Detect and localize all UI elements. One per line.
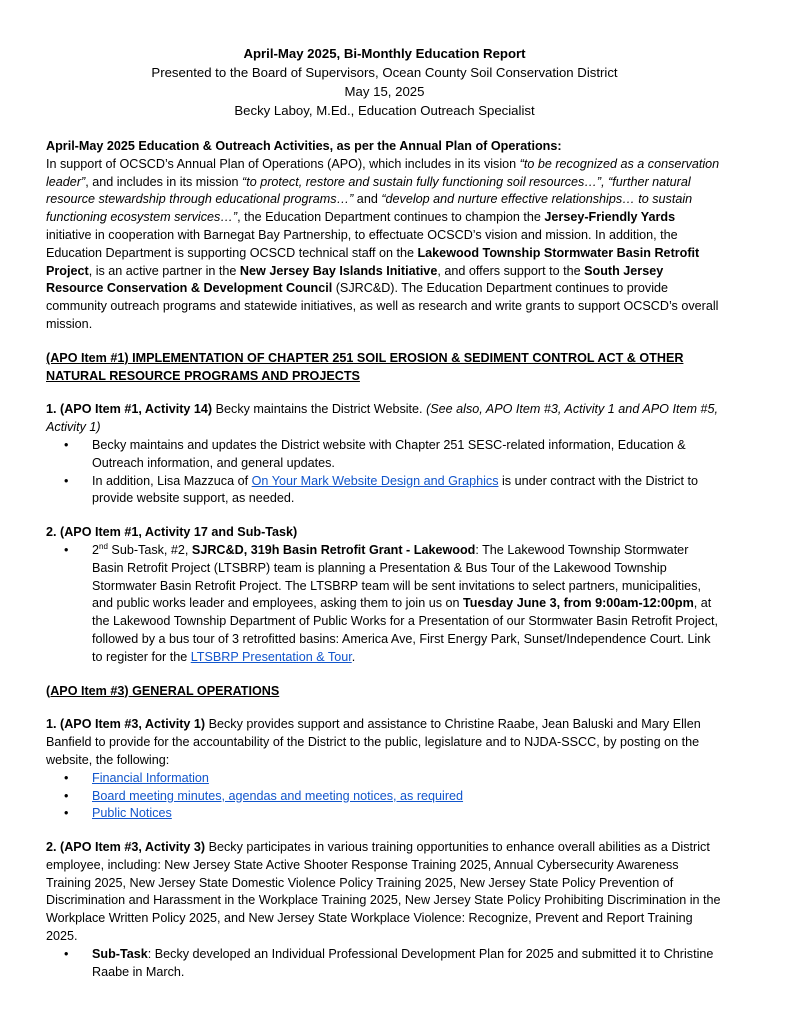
apo3-activity1-list xyxy=(46,770,723,823)
list-item xyxy=(92,788,723,806)
apo1-activity17-list xyxy=(46,542,723,667)
apo3-activity3 xyxy=(46,839,723,981)
list-item: • Sub-Task: Becky developed an Individual Professional Development Plan for 2025 and submitted it to Christine Raabe in March. xyxy=(92,946,723,982)
apo3-activity3-text: 2. (APO Item #3, Activity 3) Becky participates in various training opportunities to enhance overall abilities as a District employee, including: New Jersey State Active Shooter Response Training 2025, Annual Cybersecurity Awareness Training 2025, New Jersey State Domestic Violence Policy Training 2025, New Jersey State Policy Prevention of Discrimination and Harassment in the Workplace Training 2025, New Jersey State Policy Prohibiting Discrimination in the Workplace Written Policy 2025, and New Jersey State Workplace Violence: Recognize, Prevent and Report Training 2025. xyxy=(46,840,721,944)
report-author: Becky Laboy, M.Ed., Education Outreach Specialist xyxy=(234,103,535,118)
report-title: April-May 2025, Bi-Monthly Education Report xyxy=(243,46,526,61)
intro-heading: April-May 2025 Education & Outreach Activities, as per the Annual Plan of Operations: xyxy=(46,139,562,153)
apo1-activity14-text: 1. (APO Item #1, Activity 14) Becky maintains the District Website. (See also, APO Item #3, Activity 1 and APO Item #5, Activity 1) xyxy=(46,402,718,435)
list-item xyxy=(92,770,723,788)
financial-information-link[interactable]: Financial Information xyxy=(92,770,209,785)
on-your-mark-link[interactable]: On Your Mark Website Design and Graphics xyxy=(251,473,499,488)
section-heading-apo-1: (APO Item #1) IMPLEMENTATION OF CHAPTER 251 SOIL EROSION & SEDIMENT CONTROL ACT & OTHER NATURAL RESOURCE PROGRAMS AND PROJECTS xyxy=(46,350,684,383)
section-heading-apo-3: (APO Item #3) GENERAL OPERATIONS xyxy=(46,683,280,698)
list-item: • 2nd Sub-Task, #2, SJRC&D, 319h Basin Retrofit Grant - Lakewood: The Lakewood Township Stormwater Basin Retrofit Project (LTSBRP) team is planning a Presentation & Bus Tour of the Lakewood Township Stormwater Basin Retrofit Project. The LTSBRP team will be sent invitations to select partners, municipalities, and public works leader and employees, asking them to join us on Tuesday June 3, from 9:00am-12:00pm, at the Lakewood Township Department of Public Works for a Presentation of our Stormwater Basin Retrofit Project, followed by a bus tour of 3 retrofitted basins: America Ave, First Energy Park, Sunset/Independence Court. Link to register for the LTSBRP Presentation & Tour. xyxy=(92,542,723,667)
apo1-activity17 xyxy=(46,524,723,666)
apo1-activity14-list xyxy=(46,437,723,508)
apo3-activity3-list xyxy=(46,946,723,982)
report-header xyxy=(46,44,723,120)
apo1-activity14 xyxy=(46,401,723,508)
intro-paragraph: In support of OCSCD’s Annual Plan of Operations (APO), which includes in its vision “to be recognized as a conservation leader”, and includes in its mission “to protect, restore and sustain fully functioning soil resources…”, “further natural resource stewardship through educational programs…” and “develop and nurture effective relationships… to sustain functioning ecosystem services…”, the Education Department continues to champion the Jersey-Friendly Yards initiative in cooperation with Barnegat Bay Partnership, to effectuate OCSCD’s vision and mission. In addition, the Education Department is supporting OCSCD technical staff on the Lakewood Township Stormwater Basin Retrofit Project, is an active partner in the New Jersey Bay Islands Initiative, and offers support to the South Jersey Resource Conservation & Development Council (SJRC&D). The Education Department continues to provide community outreach programs and statewide initiatives, as well as research and write grants to support OCSCD’s overall mission. xyxy=(46,156,720,331)
list-item: • In addition, Lisa Mazzuca of On Your Mark Website Design and Graphics is under contract with the District to provide website support, as needed. xyxy=(92,473,723,509)
apo1-activity17-lead: 2. (APO Item #1, Activity 17 and Sub-Task) xyxy=(46,525,298,540)
board-meeting-minutes-link[interactable]: Board meeting minutes, agendas and meeting notices, as required xyxy=(92,788,464,803)
list-item xyxy=(92,805,723,823)
ltsbrp-registration-link[interactable]: LTSBRP Presentation & Tour xyxy=(190,649,352,664)
report-date: May 15, 2025 xyxy=(344,84,425,99)
apo3-activity1 xyxy=(46,716,723,823)
public-notices-link[interactable]: Public Notices xyxy=(92,806,172,821)
report-presented-to: Presented to the Board of Supervisors, Ocean County Soil Conservation District xyxy=(151,65,618,80)
list-item: • Becky maintains and updates the District website with Chapter 251 SESC-related information, Education & Outreach information, and general updates. xyxy=(92,437,723,473)
apo3-activity1-text: 1. (APO Item #3, Activity 1) Becky provides support and assistance to Christine Raabe, Jean Baluski and Mary Ellen Banfield to provide for the accountability of the District to the public, legislature and to NJDA-SSCC, by posting on the website, the following: xyxy=(46,717,701,767)
intro-section xyxy=(46,138,723,334)
